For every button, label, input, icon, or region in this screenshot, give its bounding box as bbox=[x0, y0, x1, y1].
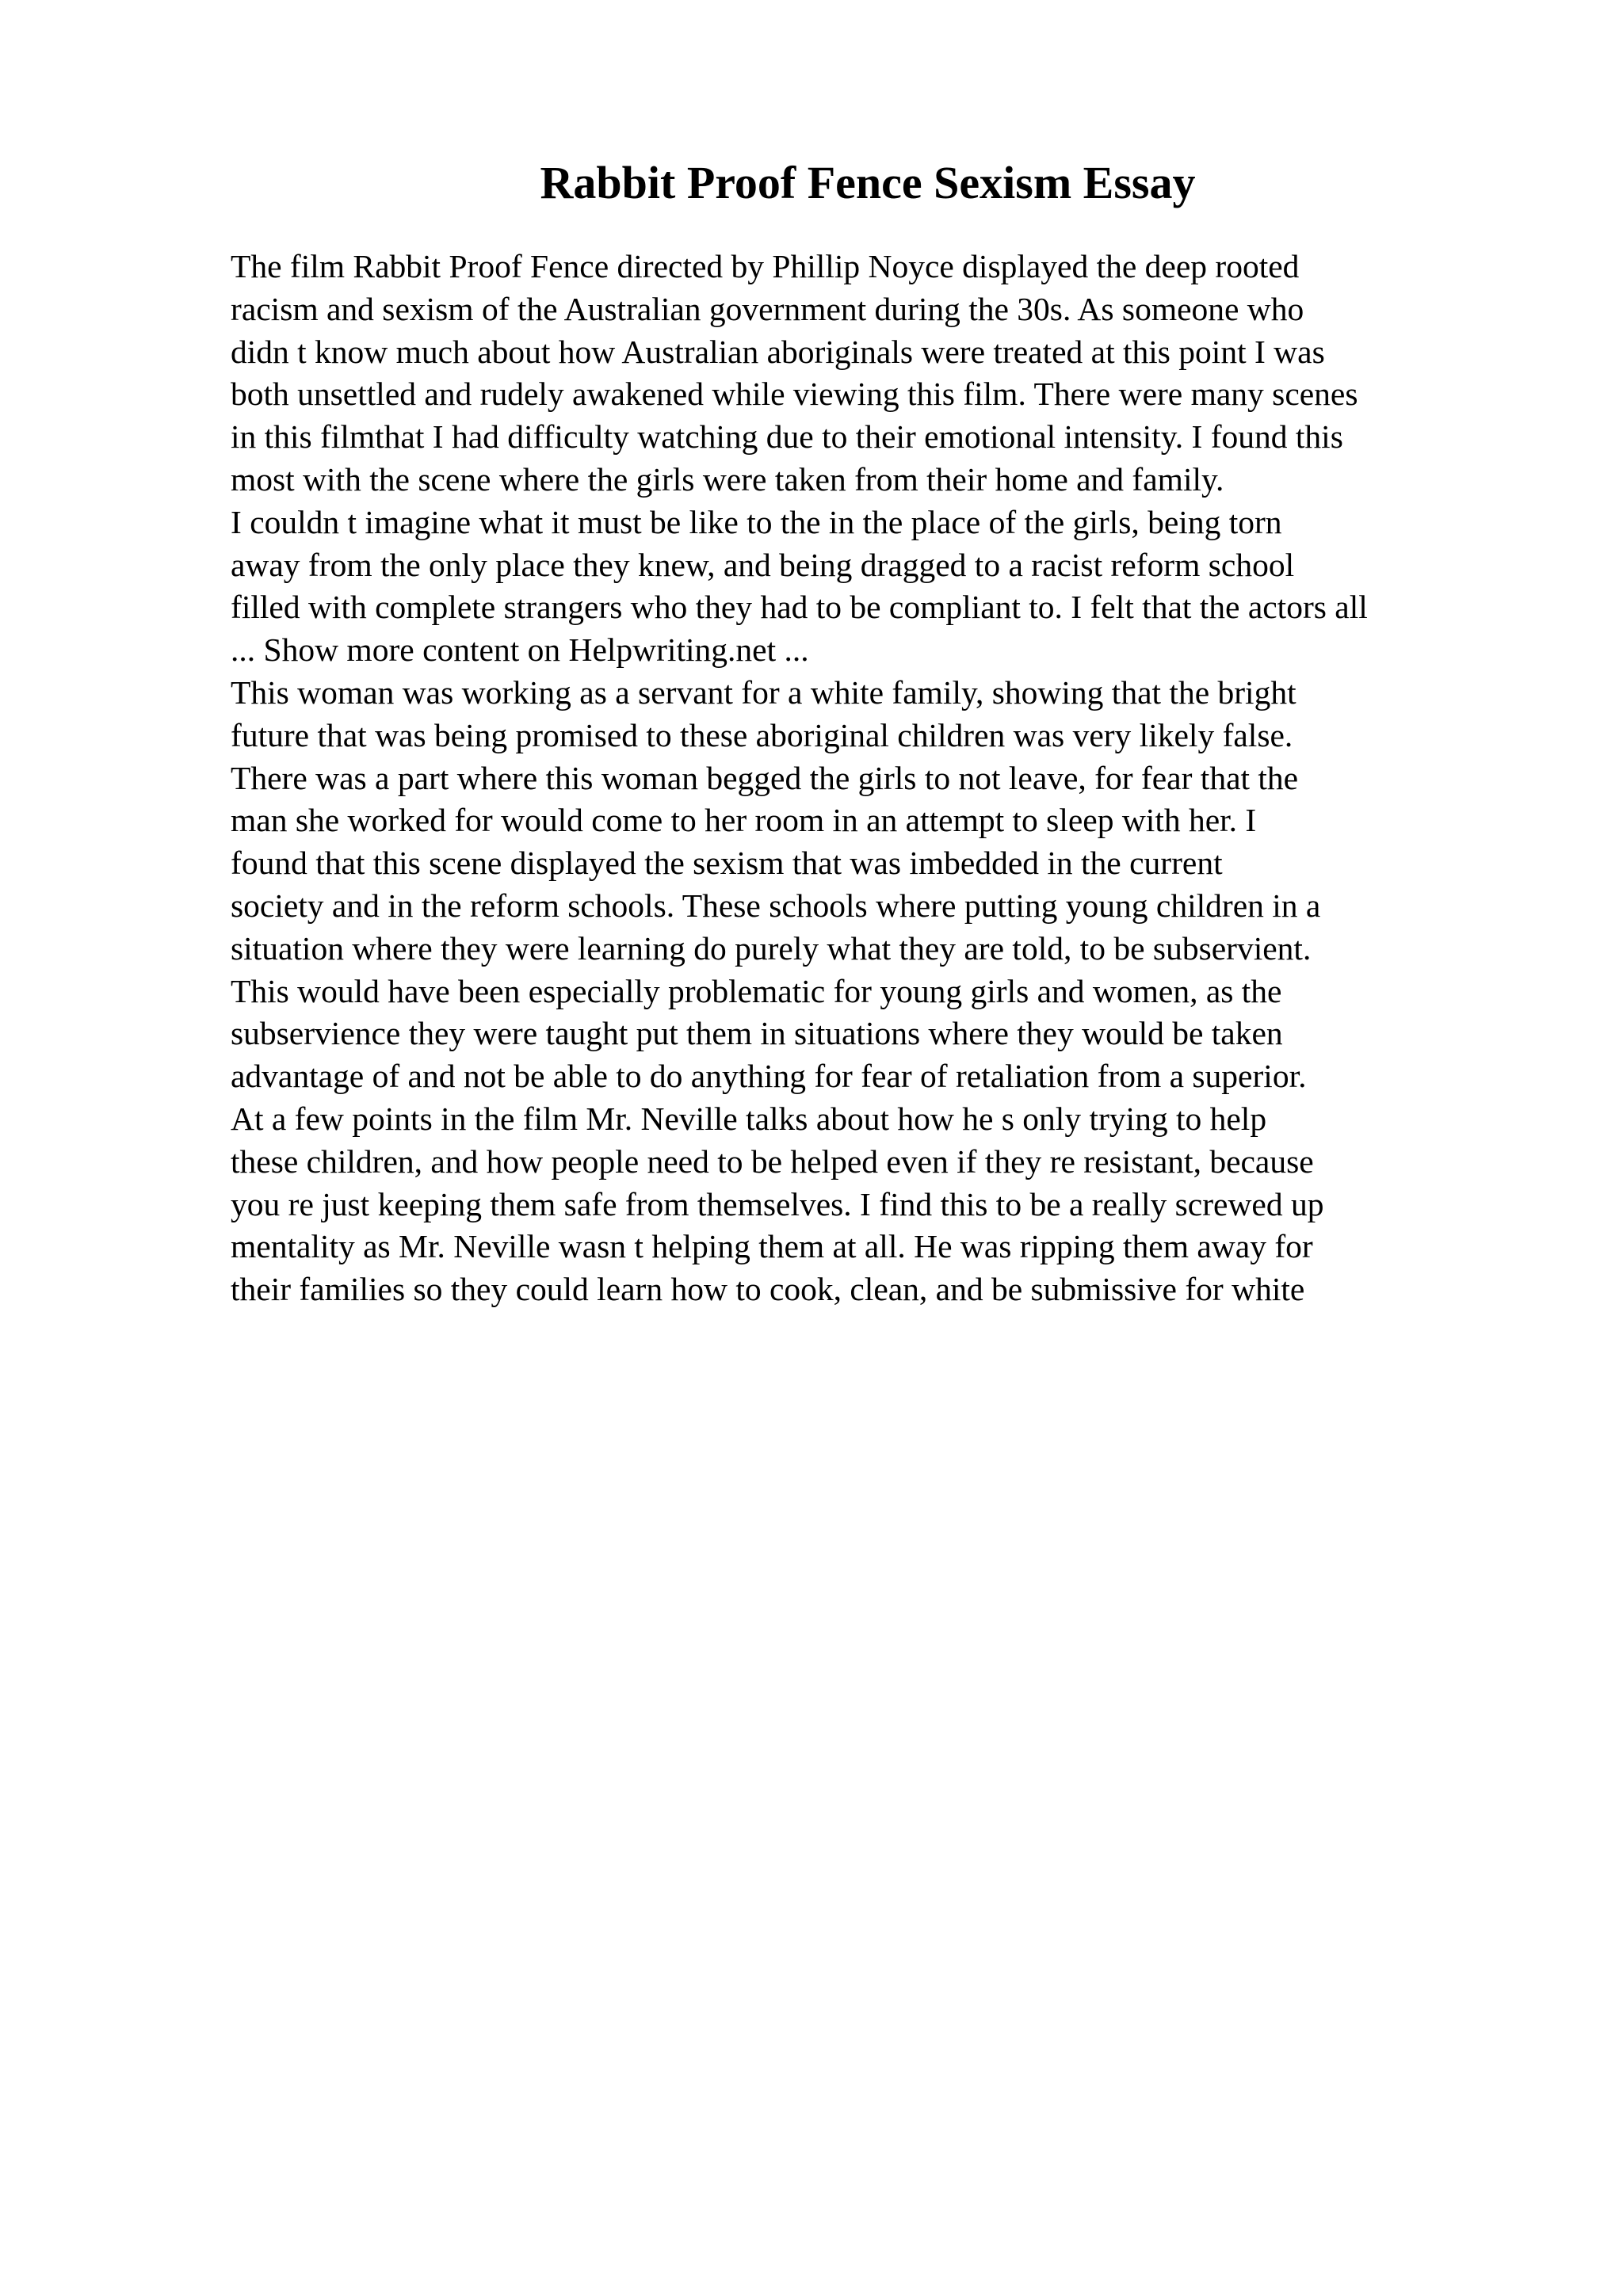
body-line: didn t know much about how Australian aboriginals were treated at this point I was bbox=[231, 333, 1325, 370]
body-line: these children, and how people need to be helped even if they re resistant, because bbox=[231, 1142, 1314, 1180]
body-line: society and in the reform schools. These schools where putting young children in a bbox=[231, 887, 1321, 924]
document-body bbox=[231, 246, 1610, 1311]
body-line: This would have been especially problematic for young girls and women, as the bbox=[231, 972, 1282, 1009]
body-line: you re just keeping them safe from themselves. I find this to be a really screwed up bbox=[231, 1185, 1324, 1222]
body-line: both unsettled and rudely awakened while viewing this film. There were many scenes bbox=[231, 376, 1358, 413]
body-line: situation where they were learning do purely what they are told, to be subservient. bbox=[231, 929, 1312, 967]
body-line: their families so they could learn how to cook, clean, and be submissive for white bbox=[231, 1271, 1305, 1308]
document-title: Rabbit Proof Fence Sexism Essay bbox=[540, 157, 1196, 208]
body-line: At a few points in the film Mr. Neville talks about how he s only trying to help bbox=[231, 1100, 1267, 1137]
body-line: This woman was working as a servant for a white family, showing that the bright bbox=[231, 673, 1296, 711]
body-line: racism and sexism of the Australian government during the 30s. As someone who bbox=[231, 290, 1304, 327]
body-line: The film Rabbit Proof Fence directed by Phillip Noyce displayed the deep rooted bbox=[231, 248, 1300, 284]
body-line: mentality as Mr. Neville wasn t helping them at all. He was ripping them away for bbox=[231, 1228, 1313, 1265]
body-line: There was a part where this woman begged the girls to not leave, for fear that the bbox=[231, 759, 1299, 796]
body-line: man she worked for would come to her room in an attempt to sleep with her. I bbox=[231, 802, 1257, 839]
body-line: filled with complete strangers who they had to be compliant to. I felt that the actors all bbox=[231, 589, 1368, 626]
body-line: in this filmthat I had difficulty watching due to their emotional intensity. I found this bbox=[231, 418, 1343, 456]
body-line: subservience they were taught put them in situations where they would be taken bbox=[231, 1015, 1283, 1052]
body-line: away from the only place they knew, and being dragged to a racist reform school bbox=[231, 546, 1295, 583]
body-line: advantage of and not be able to do anything for fear of retaliation from a superior. bbox=[231, 1058, 1307, 1095]
show-more-line: ... Show more content on Helpwriting.net ... bbox=[231, 631, 809, 669]
body-line: found that this scene displayed the sexism that was imbedded in the current bbox=[231, 845, 1223, 882]
body-line: I couldn t imagine what it must be like to the in the place of the girls, being torn bbox=[231, 503, 1282, 540]
body-line: most with the scene where the girls were taken from their home and family. bbox=[231, 460, 1224, 498]
body-line: future that was being promised to these aboriginal children was very likely false. bbox=[231, 716, 1293, 753]
